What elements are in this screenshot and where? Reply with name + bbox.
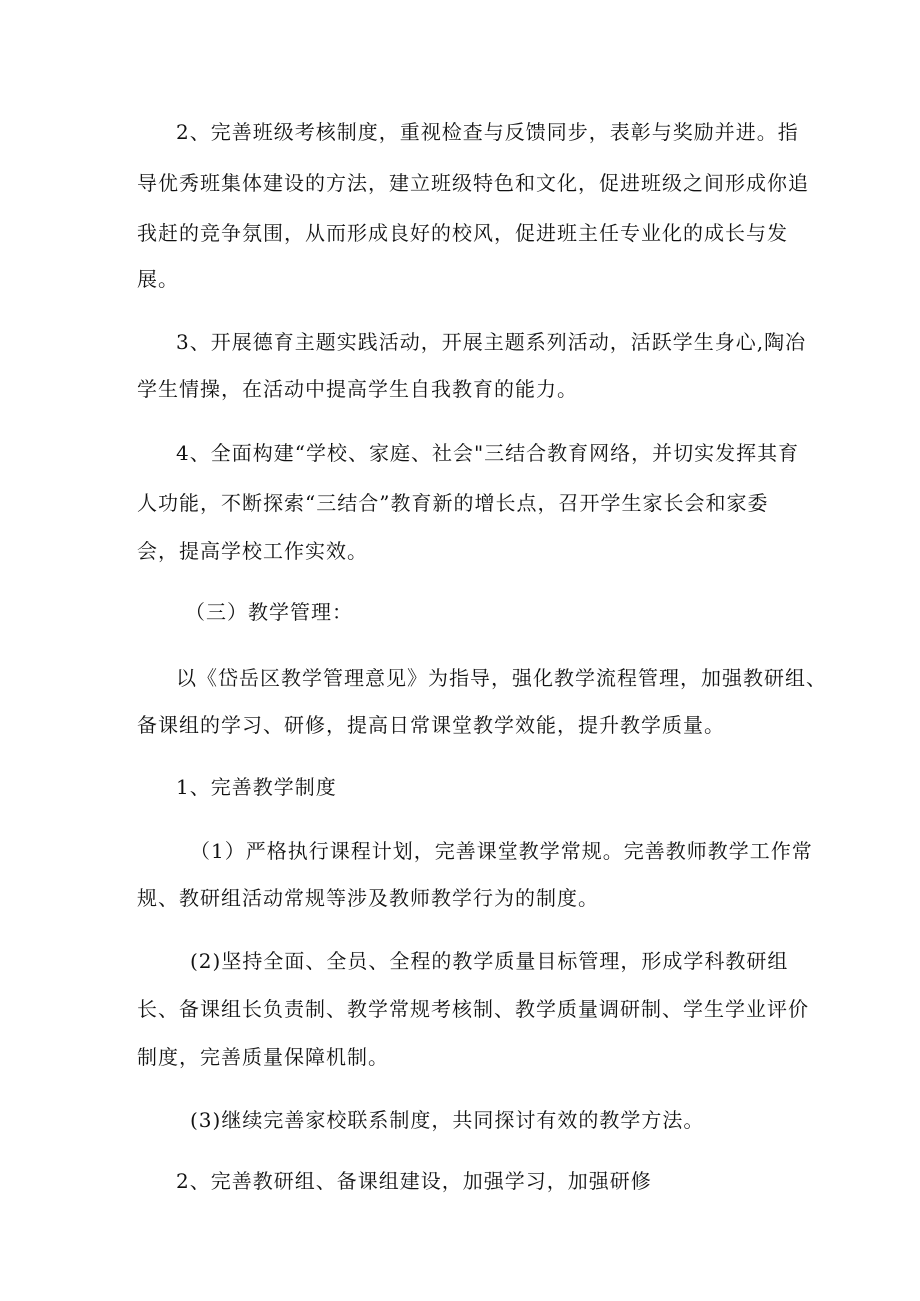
paragraph-line: (2)坚持全面、全员、全程的教学质量目标管理，形成学科教研组 — [190, 949, 789, 973]
paragraph-line: 会，提高学校工作实效。 — [137, 539, 368, 563]
paragraph-line: 人功能，不断探索“三结合”教育新的增长点，召开学生家长会和家委 — [137, 491, 769, 515]
paragraph-line: 规、教研组活动常规等涉及教师教学行为的制度。 — [137, 886, 599, 910]
paragraph-line: 制度，完善质量保障机制。 — [137, 1045, 389, 1069]
paragraph-line: 2、完善班级考核制度，重视检查与反馈同步，表彰与奖励并进。指 — [176, 120, 799, 144]
subheading: 1、完善教学制度 — [176, 775, 337, 799]
paragraph-line: 导优秀班集体建设的方法，建立班级特色和文化，促进班级之间形成你追 — [137, 171, 809, 195]
paragraph-line: 3、开展德育主题实践活动，开展主题系列活动，活跃学生身心,陶冶 — [176, 330, 807, 354]
paragraph-line: 展。 — [137, 267, 179, 291]
paragraph-line: 以《岱岳区教学管理意见》为指导，强化教学流程管理，加强教研组、 — [176, 666, 827, 690]
section-heading: （三）教学管理： — [185, 600, 353, 624]
paragraph-line: 长、备课组长负责制、教学常规考核制、教学质量调研制、学生学业评价 — [137, 997, 809, 1021]
subheading: 2、完善教研组、备课组建设，加强学习，加强研修 — [176, 1169, 652, 1193]
paragraph-line: 4、全面构建“学校、家庭、社会"三结合教育网络，并切实发挥其育 — [176, 441, 800, 465]
paragraph-line: (3)继续完善家校联系制度，共同探讨有效的教学方法。 — [190, 1108, 705, 1132]
paragraph-line: 学生情操，在活动中提高学生自我教育的能力。 — [137, 377, 578, 401]
paragraph-line: 我赶的竞争氛围，从而形成良好的校风，促进班主任专业化的成长与发 — [137, 221, 788, 245]
paragraph-line: 备课组的学习、研修，提高日常课堂教学效能，提升教学质量。 — [137, 713, 725, 737]
paragraph-line: （1）严格执行课程计划，完善课堂教学常规。完善教师教学工作常 — [190, 839, 813, 863]
